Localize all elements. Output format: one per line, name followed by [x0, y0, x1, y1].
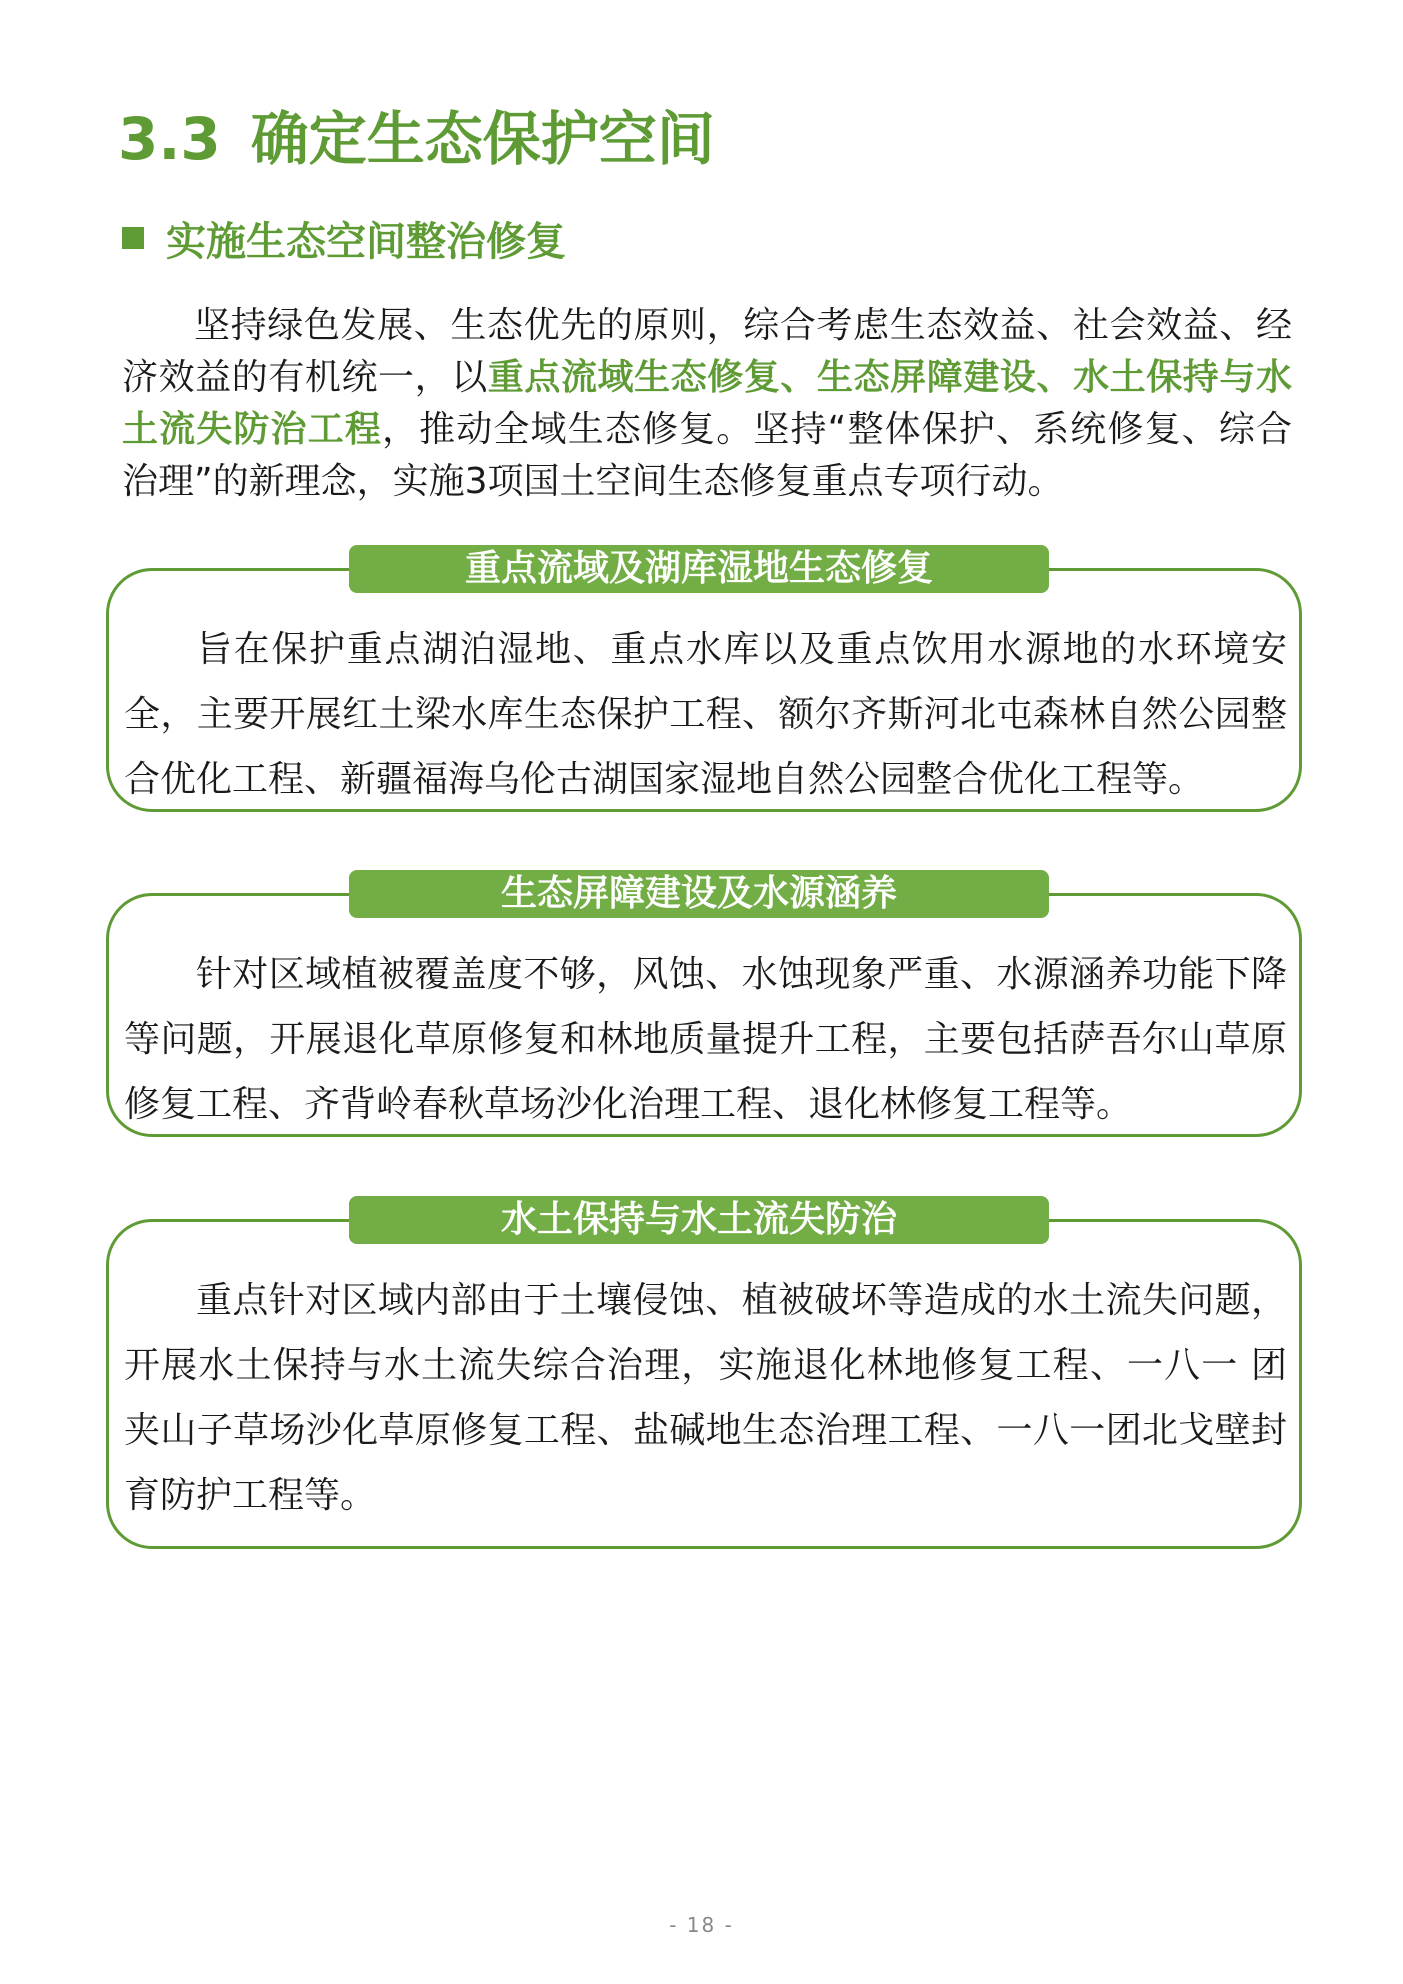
intro-text-part2: ，推动全域生态修复。坚持“整体保护、系统修复、综合治理”的新理念，实施3项国土空间生态修复重点专项行动。 [122, 409, 1292, 502]
intro-text-part1: 坚持绿色发展、生态优先的原则，综合考虑生态效益、社会效益、经济效益的有机统一，以 [122, 305, 1292, 398]
subsection-title [122, 215, 566, 269]
card-body: 针对区域植被覆盖度不够，风蚀、水蚀现象严重、水源涵养功能下降等问题，开展退化草原修复和林地质量提升工程，主要包括萨吾尔山草原修复工程、齐背岭春秋草场沙化治理工程、退化林修复工程等。 [124, 954, 1287, 1125]
square-bullet-icon [122, 227, 144, 249]
section-title-text: 确定生态保护空间 [250, 105, 715, 173]
card-title: 水土保持与水土流失防治 [349, 1196, 1049, 1244]
card-ecological-barrier [106, 873, 1302, 1137]
section-number: 3.3 [118, 105, 221, 173]
card-body: 重点针对区域内部由于土壤侵蚀、植被破坏等造成的水土流失问题，开展水土保持与水土流失综合治理，实施退化林地修复工程、一八一 团夹山子草场沙化草原修复工程、盐碱地生态治理工程、一八一团北戈壁封育防护工程等。 [124, 1280, 1287, 1516]
section-title [118, 104, 715, 174]
subsection-title-text: 实施生态空间整治修复 [166, 219, 566, 265]
card-wetland-restoration [106, 548, 1302, 812]
intro-highlight: 重点流域生态修复、生态屏障建设、水土保持与水土流失防治工程 [122, 357, 1292, 450]
card-body: 旨在保护重点湖泊湿地、重点水库以及重点饮用水源地的水环境安全，主要开展红土梁水库生态保护工程、额尔齐斯河北屯森林自然公园整合优化工程、新疆福海乌伦古湖国家湿地自然公园整合优化工程等。 [124, 629, 1287, 800]
card-title: 重点流域及湖库湿地生态修复 [349, 545, 1049, 593]
card-soil-conservation [106, 1199, 1302, 1549]
card-title: 生态屏障建设及水源涵养 [349, 870, 1049, 918]
intro-paragraph [122, 300, 1292, 508]
page-number: - 18 - [669, 1913, 734, 1937]
